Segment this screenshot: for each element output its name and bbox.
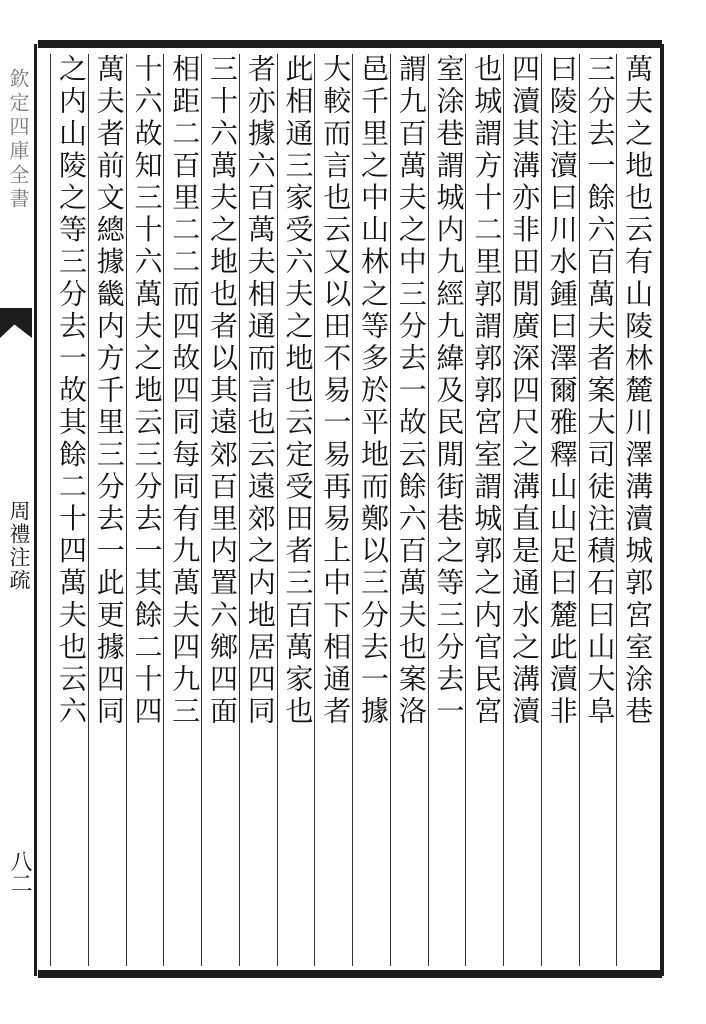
text-column: 也城謂方十二里郭謂郭郭宮室謂城郭之内官民宮	[470, 54, 504, 729]
bottom-border	[38, 970, 662, 978]
text-column: 曰陵注瀆曰川水鍾曰澤爾雅釋山山足曰麓此瀆非	[545, 54, 579, 729]
text-column: 大較而言也云又以田不易一易再易上中下相通者	[319, 54, 353, 729]
text-column: 室涂巷謂城内九經九緯及民閒街巷之等三分去一	[432, 54, 466, 729]
right-border	[660, 44, 664, 976]
text-column: 三分去一餘六百萬夫者案大司徒注積石曰山大阜	[583, 54, 617, 729]
book-margin	[0, 60, 34, 960]
column-rule	[50, 54, 51, 966]
margin-title: 周禮注疏	[7, 500, 31, 592]
text-column: 萬夫之地也云有山陵林麓川澤溝瀆城郭宮室涂巷	[621, 54, 655, 729]
text-column: 相距二百里二二而四故四同每同有九萬夫四九三	[168, 54, 202, 729]
top-border	[38, 40, 662, 48]
text-column: 萬夫者前文總據畿内方千里三分去一此更據四同	[92, 54, 126, 729]
text-column: 十六故知三十六萬夫之地云三分去一其餘二十四	[130, 54, 164, 729]
text-column: 者亦據六百萬夫相通而言也云遠郊之内地居四同	[243, 54, 277, 729]
text-column: 之内山陵之等三分去一故其餘二十四萬夫也云六	[55, 54, 88, 729]
fishtail-mark	[0, 308, 32, 338]
folio-number: 八二	[7, 850, 32, 894]
text-column: 邑千里之中山林之等多於平地而鄭以三分去一據	[357, 54, 390, 729]
text-column: 四瀆其溝亦非田閒廣深四尺之溝直是通水之溝瀆	[508, 54, 541, 729]
text-columns	[50, 54, 654, 966]
text-column: 三十六萬夫之地也者以其遠郊百里内置六鄉四面	[206, 54, 239, 729]
left-border	[34, 44, 37, 976]
text-column: 此相通三家受六夫之地也云定受田者三百萬家也	[281, 54, 315, 729]
faded-margin-text: 欽定四庫全書	[6, 68, 30, 212]
text-column: 謂九百萬夫之中三分去一故云餘六百萬夫也案洛	[394, 54, 428, 729]
